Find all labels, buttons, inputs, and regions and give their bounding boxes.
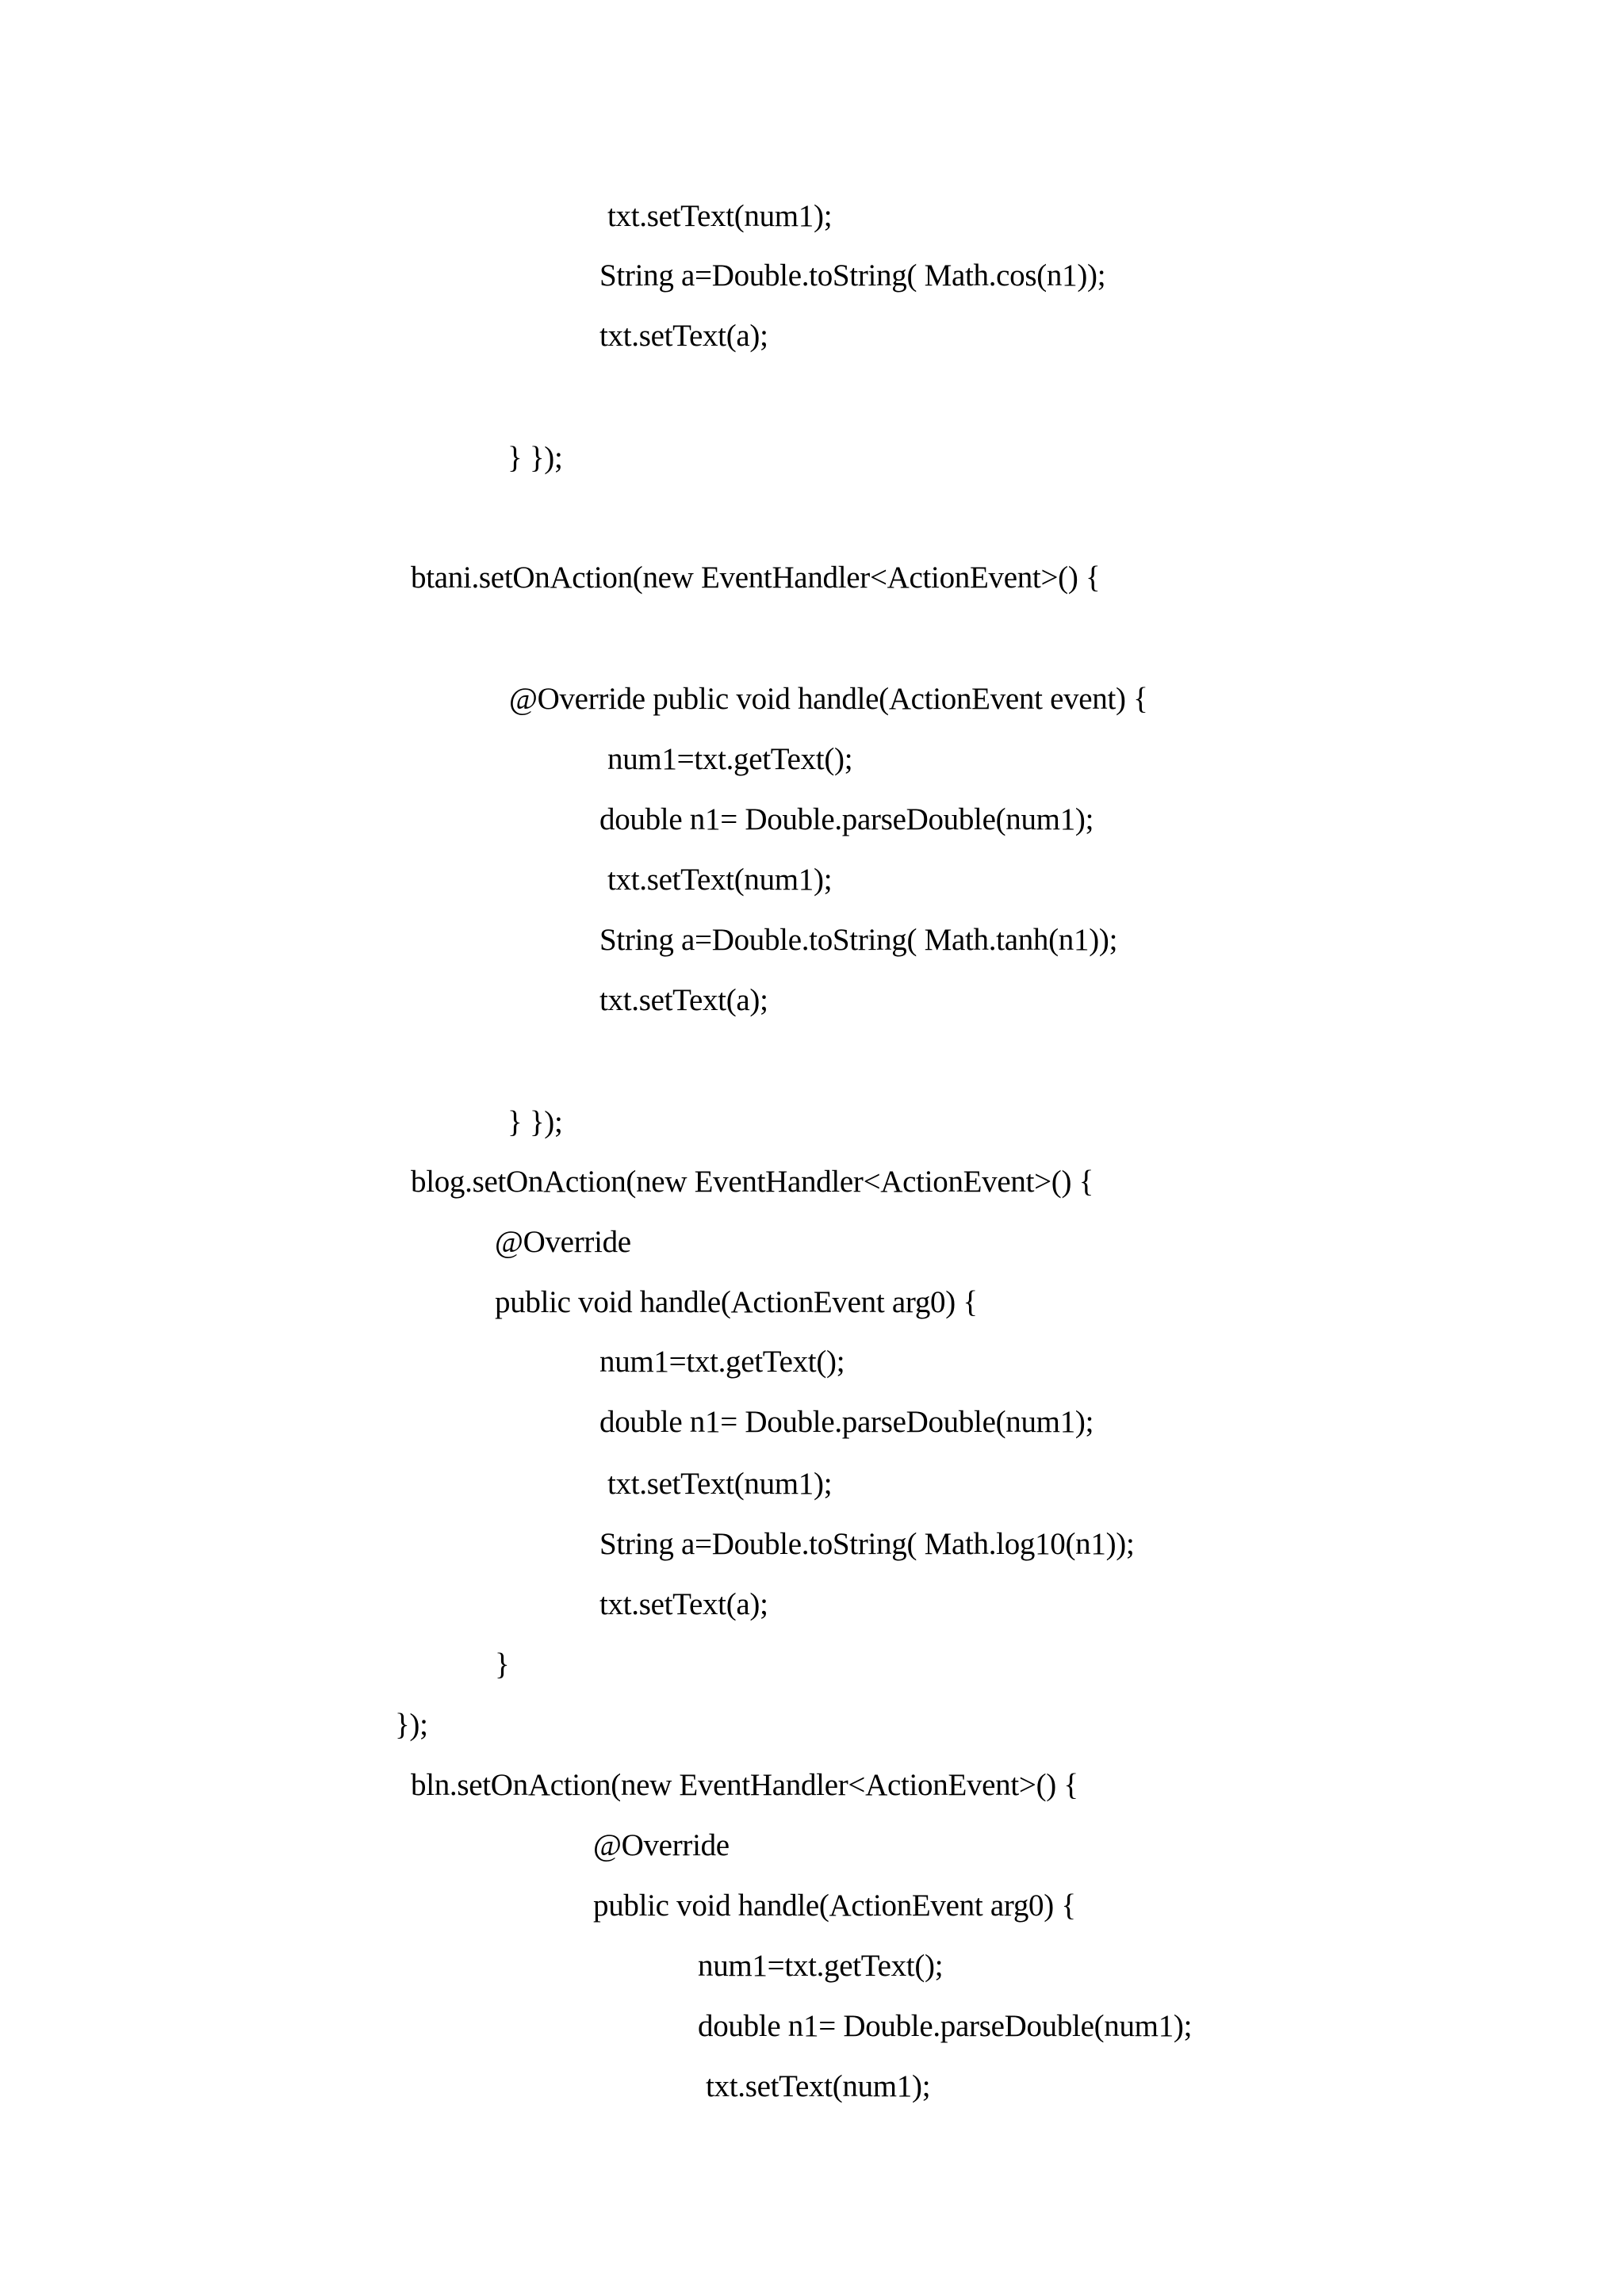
code-line: txt.setText(num1); [706, 2069, 931, 2103]
code-line: txt.setText(a); [599, 983, 768, 1017]
code-line: } }); [508, 441, 563, 475]
code-line: @Override [495, 1225, 631, 1259]
code-line: txt.setText(num1); [607, 863, 833, 897]
code-line: }); [395, 1708, 428, 1742]
code-line: @Override [593, 1828, 730, 1862]
code-line: blog.setOnAction(new EventHandler<ActionEvent>() { [411, 1165, 1094, 1199]
code-line: public void handle(ActionEvent arg0) { [495, 1285, 978, 1319]
code-line: @Override public void handle(ActionEvent event) { [509, 682, 1148, 716]
code-line: txt.setText(num1); [607, 1467, 833, 1501]
code-line: num1=txt.getText(); [607, 742, 853, 776]
code-line: txt.setText(num1); [607, 199, 833, 233]
code-line: String a=Double.toString( Math.tanh(n1)); [599, 923, 1118, 957]
code-line: btani.setOnAction(new EventHandler<ActionEvent>() { [411, 561, 1101, 595]
code-line: num1=txt.getText(); [698, 1949, 944, 1983]
code-line: } [495, 1647, 510, 1682]
code-line: double n1= Double.parseDouble(num1); [599, 1405, 1094, 1439]
code-line: num1=txt.getText(); [599, 1345, 845, 1379]
code-line: double n1= Double.parseDouble(num1); [599, 802, 1094, 836]
code-line: txt.setText(a); [599, 319, 768, 353]
code-line: bln.setOnAction(new EventHandler<ActionEvent>() { [411, 1768, 1078, 1802]
code-line: String a=Double.toString( Math.log10(n1)); [599, 1527, 1135, 1561]
code-line: String a=Double.toString( Math.cos(n1)); [599, 258, 1106, 293]
code-line: } }); [508, 1105, 563, 1139]
code-line: txt.setText(a); [599, 1587, 768, 1621]
code-line: double n1= Double.parseDouble(num1); [698, 2009, 1193, 2043]
code-line: public void handle(ActionEvent arg0) { [593, 1888, 1076, 1923]
